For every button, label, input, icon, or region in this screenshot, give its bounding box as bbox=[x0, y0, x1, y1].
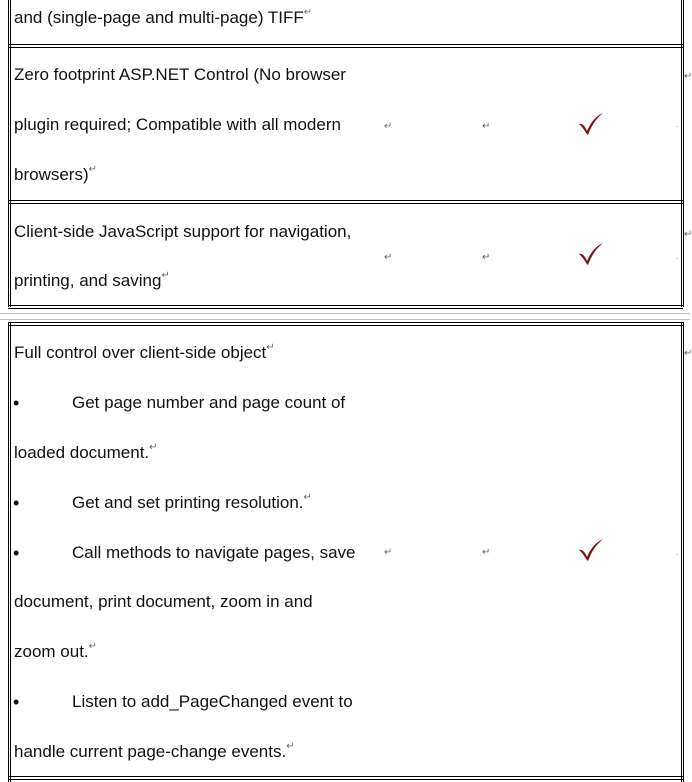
row-divider bbox=[8, 47, 683, 48]
row-divider bbox=[8, 776, 683, 777]
checkmark-icon bbox=[578, 112, 604, 136]
bullet-text: zoom out. ↵ bbox=[14, 641, 98, 661]
feature-text: browsers) ↵ bbox=[14, 164, 98, 184]
row-divider bbox=[8, 779, 683, 780]
feature-text: Zero footprint ASP.NET Control (No browser bbox=[14, 65, 346, 84]
bullet-icon: • bbox=[13, 393, 20, 413]
cell-end-mark: ↵ bbox=[384, 252, 393, 263]
cell-end-mark: ↵ bbox=[482, 252, 491, 263]
table-right-border-outer bbox=[683, 0, 684, 307]
feature-text: Full control over client-side object ↵ bbox=[14, 342, 275, 362]
cell-end-mark: ↵ bbox=[384, 547, 393, 558]
cell-end-dot: . bbox=[676, 547, 679, 557]
bullet-text: Listen to add_PageChanged event to bbox=[72, 692, 353, 711]
row-end-mark: ↵ bbox=[684, 229, 692, 240]
row-divider bbox=[8, 203, 683, 204]
row-divider bbox=[8, 325, 683, 326]
feature-text: and (single-page and multi-page) TIFF ↵ bbox=[14, 7, 313, 27]
feature-text: plugin required; Compatible with all modern bbox=[14, 115, 341, 134]
bullet-icon: • bbox=[13, 543, 20, 563]
cell-end-mark: ↵ bbox=[482, 547, 491, 558]
cell-end-mark: ↵ bbox=[384, 121, 393, 132]
bullet-icon: • bbox=[13, 493, 20, 513]
page-break-gap bbox=[0, 313, 690, 320]
feature-text: Client-side JavaScript support for navigation, bbox=[14, 222, 352, 241]
bullet-text: handle current page-change events. ↵ bbox=[14, 741, 295, 761]
row-divider bbox=[8, 308, 683, 309]
row-divider bbox=[8, 322, 683, 323]
cell-end-dot: . bbox=[676, 251, 679, 261]
row-end-mark: ↵ bbox=[684, 348, 692, 359]
table-right-border-lower bbox=[681, 322, 682, 782]
bullet-text: Call methods to navigate pages, save bbox=[72, 543, 356, 562]
feature-text: printing, and saving ↵ bbox=[14, 270, 170, 290]
cell-end-mark: ↵ bbox=[482, 121, 491, 132]
bullet-text: Get page number and page count of bbox=[72, 393, 346, 412]
bullet-text: document, print document, zoom in and bbox=[14, 592, 313, 611]
table-right-border-lower-outer bbox=[683, 322, 684, 782]
table-left-border-lower-inner bbox=[10, 322, 11, 782]
row-divider bbox=[8, 305, 683, 306]
bullet-text: Get and set printing resolution. ↵ bbox=[72, 492, 312, 512]
bullet-text: loaded document. ↵ bbox=[14, 442, 158, 462]
row-divider bbox=[8, 200, 683, 201]
row-end-mark: ↵ bbox=[684, 71, 692, 82]
checkmark-icon bbox=[578, 242, 604, 266]
bullet-icon: • bbox=[13, 692, 20, 712]
cell-end-dot: . bbox=[676, 119, 679, 129]
row-divider bbox=[8, 44, 683, 45]
checkmark-icon bbox=[578, 538, 604, 562]
table-left-border-lower bbox=[8, 322, 9, 782]
